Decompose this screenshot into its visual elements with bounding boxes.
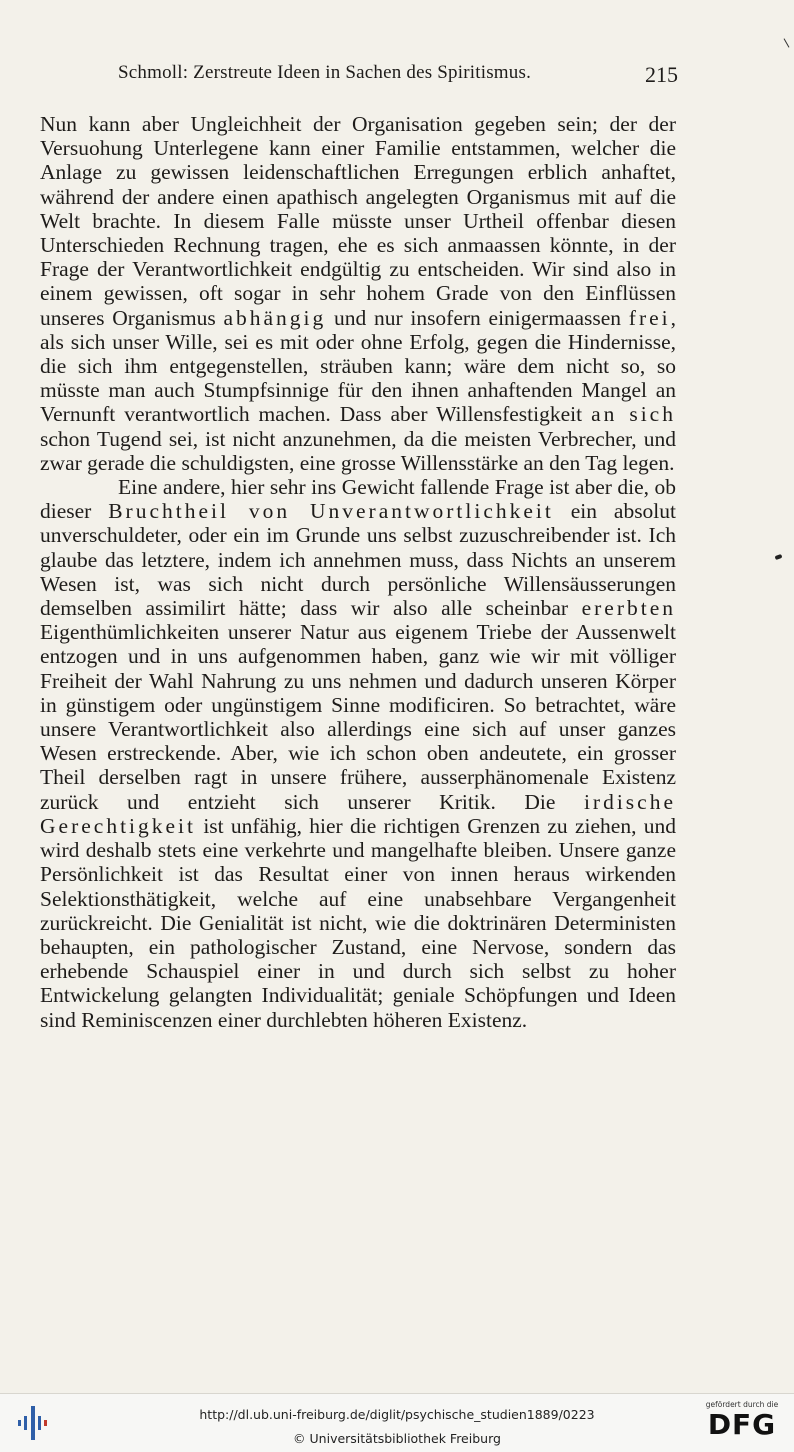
viewer-footer <box>0 1393 794 1452</box>
text-run: Nun kann aber Ungleichheit der Organisation gegeben sein; der der Versuohung Unterlegene kann einer Familie entstammen, welcher die Anlage zu gewissen leidenschaftlichen Erregungen erblich anhaftet, während der andere einen apathisch angelegten Organismus mit auf die Welt brachte. In diesem Falle müsste unser Urtheil offenbar diesen Unterschieden Rechnung tragen, ehe es sich anmaassen könnte, in der Frage der Verantwortlichkeit endgültig zu entscheiden. Wir sind also in einem gewissen, oft sogar in sehr hohem Grade von den Einflüssen unseres Organismus <box>40 112 676 330</box>
scan-mark <box>784 38 790 47</box>
document-url[interactable]: http://dl.ub.uni-freiburg.de/diglit/psychische_studien1889/0223 <box>199 1407 595 1422</box>
running-head <box>40 62 680 92</box>
spaced-emphasis: irdische Gerechtigkeit <box>40 789 676 838</box>
body-text <box>40 112 676 1032</box>
text-run: ist unfähig, hier die richtigen Grenzen zu ziehen, und wird deshalb stets eine verkehrte und mangelhafte bleiben. Unsere ganze Persönlichkeit ist das Resultat einer von innen heraus wirkenden Selektionsthätigkeit, welche auf eine unabsehbare Vergangenheit zurückreicht. Die Genialität ist nicht, wie die doktrinären Deterministen behaupten, ein pathologischer Zustand, eine Nervose, sondern das erhebende Schauspiel einer in und durch sich selbst zu hoher Entwickelung gelangten Individualität; geniale Schöpfungen und Ideen sind Reminiscenzen einer durchlebten höheren Existenz. <box>40 813 676 1032</box>
page-number: 215 <box>645 62 678 87</box>
text-run: und nur insofern einigermaassen <box>326 305 629 330</box>
copyright-notice: © Universitätsbibliothek Freiburg <box>293 1431 501 1446</box>
dfg-logo-icon <box>702 1400 782 1448</box>
text-run: schon Tugend sei, ist nicht anzunehmen, da die meisten Verbrecher, und zwar gerade die schuldigsten, eine grosse Willensstärke an den Tag legen. <box>40 426 676 475</box>
spaced-emphasis: Bruchtheil von Unverantwortlichkeit <box>108 499 554 524</box>
margin-ink-mark <box>775 554 783 560</box>
spaced-emphasis: ererbten <box>581 596 676 621</box>
spaced-emphasis: an sich <box>591 402 676 427</box>
text-run: Eine andere, hier sehr ins Gewicht fallende Frage ist aber die, ob dieser <box>40 475 676 524</box>
text-run: Eigenthümlichkeiten unserer Natur aus eigenem Triebe der Aussenwelt entzogen und in uns aufgenommen haben, ganz wie wir mit völliger Freiheit der Wahl Nahrung zu uns nehmen und dadurch unseren Körper in günstigem oder ungünstigem Sinne modificiren. So betrachtet, wäre unsere Verantwortlichkeit also allerdings eine sich auf unser ganzes Wesen erstreckende. Aber, wie ich schon oben andeutete, ein grosser Theil derselben ragt in unsere frühere, ausserphänomenale Existenz zurück und entzieht sich unserer Kritik. Die <box>40 620 676 814</box>
dfg-logo-text: DFG <box>707 1408 777 1441</box>
text-run: , als sich unser Wille, sei es mit oder ohne Erfolg, gegen die Hindernisse, die sich ihm entgegenstellen, sträuben kann; wäre dem nicht so, so müsste man auch Stumpfsinnige für den ihnen anhaftenden Mangel an Vernunft verantwortlich machen. Dass aber Willensfestigkeit <box>40 305 676 427</box>
paragraph <box>40 112 676 475</box>
paragraph <box>40 475 676 1032</box>
text-run: ein absolut unverschuldeter, oder ein im Grunde uns selbst zuzuschreibender ist. Ich glaube das letztere, indem ich annehmen muss, dass Nichts an unserem Wesen ist, was sich nicht durch persönliche Willensäusserungen demselben assimilirt hätte; dass wir also alle scheinbar <box>40 499 677 621</box>
running-title: Schmoll: Zerstreute Ideen in Sachen des Spiritismus. <box>118 62 532 83</box>
spaced-emphasis: abhängig <box>223 305 327 330</box>
spaced-emphasis: frei <box>628 305 671 330</box>
dfg-caption: gefördert durch die <box>705 1400 779 1409</box>
